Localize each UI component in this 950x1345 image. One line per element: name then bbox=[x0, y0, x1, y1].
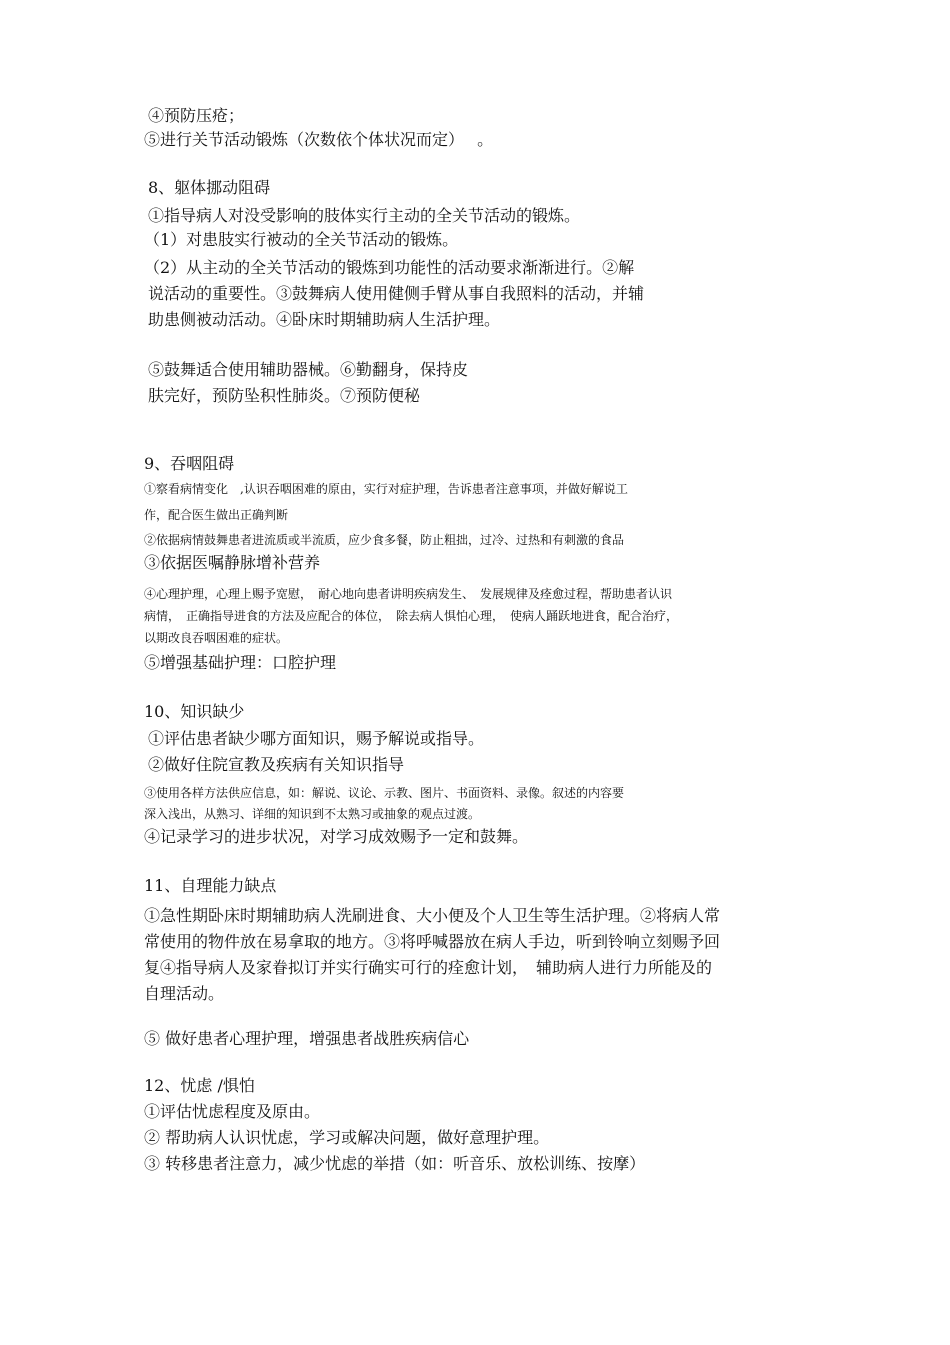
text-line: ③使用各样方法供应信息，如：解说、议论、示教、图片、书面资料、录像。叙述的内容要 bbox=[144, 786, 625, 800]
text-line: 以期改良吞咽困难的症状。 bbox=[144, 631, 289, 645]
text-line: ⑤进行关节活动锻炼（次数依个体状况而定） 。 bbox=[144, 130, 494, 149]
text-line: ③ 转移患者注意力，减少忧虑的举措（如：听音乐、放松训练、按摩） bbox=[144, 1154, 646, 1173]
text-line: 说活动的重要性。③鼓舞病人使用健侧手臂从事自我照料的活动，并辅 bbox=[148, 284, 645, 303]
text-line: ④记录学习的进步状况，对学习成效赐予一定和鼓舞。 bbox=[144, 827, 529, 846]
text-line: ⑤增强基础护理：口腔护理 bbox=[144, 653, 337, 672]
text-line: ④预防压疮； bbox=[148, 106, 245, 125]
text-line: ②做好住院宣教及疾病有关知识指导 bbox=[148, 755, 405, 774]
text-line: ③依据医嘱静脉增补营养 bbox=[144, 553, 321, 572]
text-line: ①评估患者缺少哪方面知识，赐予解说或指导。 bbox=[148, 729, 485, 748]
section-heading-11: 11、自理能力缺点 bbox=[144, 876, 277, 895]
section-heading-8: 8、躯体挪动阻碍 bbox=[148, 178, 271, 197]
text-line: 常使用的物件放在易拿取的地方。③将呼喊器放在病人手边，听到铃响立刻赐予回 bbox=[144, 932, 721, 951]
text-line: 复④指导病人及家眷拟订并实行确实可行的痊愈计划， 辅助病人进行力所能及的 bbox=[144, 958, 713, 977]
text-line: 肤完好，预防坠积性肺炎。⑦预防便秘 bbox=[148, 386, 421, 405]
section-heading-12: 12、忧虑 /惧怕 bbox=[144, 1076, 255, 1095]
text-line: ⑤鼓舞适合使用辅助器械。⑥勤翻身，保持皮 bbox=[148, 360, 469, 379]
text-line: ①急性期卧床时期辅助病人洗刷进食、大小便及个人卫生等生活护理。②将病人常 bbox=[144, 906, 721, 925]
text-line: （1）对患肢实行被动的全关节活动的锻炼。 bbox=[144, 230, 459, 249]
text-line: 深入浅出，从熟习、详细的知识到不太熟习或抽象的观点过渡。 bbox=[144, 807, 481, 821]
text-line: ⑤ 做好患者心理护理，增强患者战胜疾病信心 bbox=[144, 1029, 470, 1048]
text-line: 助患侧被动活动。④卧床时期辅助病人生活护理。 bbox=[148, 310, 501, 329]
text-line: （2）从主动的全关节活动的锻炼到功能性的活动要求渐渐进行。②解 bbox=[144, 258, 635, 277]
text-line: ②依据病情鼓舞患者进流质或半流质，应少食多餐，防止粗拙，过冷、过热和有刺激的食品 bbox=[144, 533, 625, 547]
text-line: ①察看病情变化 ,认识吞咽困难的原由，实行对症护理，告诉患者注意事项，并做好解说工 bbox=[144, 482, 628, 496]
text-line: ①评估忧虑程度及原由。 bbox=[144, 1102, 321, 1121]
text-line: ② 帮助病人认识忧虑，学习或解决问题，做好意理护理。 bbox=[144, 1128, 550, 1147]
text-line: 病情， 正确指导进食的方法及应配合的体位， 除去病人惧怕心理， 使病人踊跃地进食，配合治疗， bbox=[144, 609, 679, 623]
text-line: 自理活动。 bbox=[144, 984, 225, 1003]
text-line: ①指导病人对没受影响的肢体实行主动的全关节活动的锻炼。 bbox=[148, 206, 581, 225]
text-line: ④心理护理，心理上赐予宽慰， 耐心地向患者讲明疾病发生、 发展规律及痊愈过程，帮助患者认识 bbox=[144, 587, 673, 601]
section-heading-10: 10、知识缺少 bbox=[144, 702, 245, 721]
section-heading-9: 9、吞咽阻碍 bbox=[144, 454, 235, 473]
text-line: 作，配合医生做出正确判断 bbox=[144, 508, 289, 522]
